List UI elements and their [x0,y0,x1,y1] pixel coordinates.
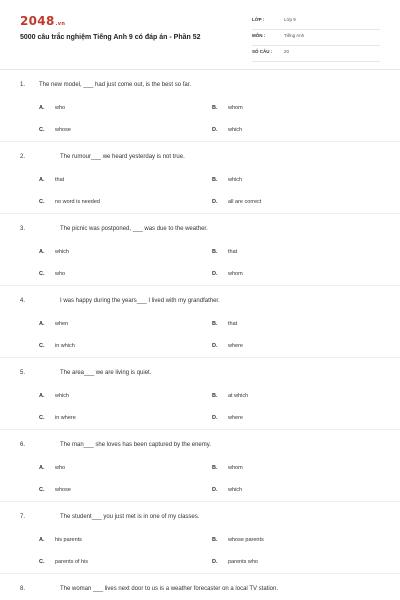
question-number: 5. [20,370,26,376]
option-c[interactable]: C. in where [39,415,76,421]
option-b[interactable]: B. that [212,321,238,327]
question-number: 3. [20,226,26,232]
question-text: The picnic was postponed, ___ was due to the weather. [60,226,208,232]
meta-label: LỚP : [252,17,265,22]
option-c[interactable]: C. no word is needed [39,199,100,205]
document-header [0,0,400,68]
option-c[interactable]: C. who [39,271,66,277]
option-a[interactable]: A. who [39,105,66,111]
question-text: The rumour___ we heard yesterday is not true. [60,154,185,160]
question-3 [0,214,400,286]
option-d[interactable]: D. which [212,487,243,493]
meta-row-class [252,14,380,30]
question-number: 6. [20,442,26,448]
option-d[interactable]: D. which [212,127,243,133]
question-number: 4. [20,298,26,304]
meta-value: 20 [284,49,290,54]
option-c[interactable]: C. whose [39,127,71,133]
option-d[interactable]: D. where [212,415,243,421]
question-number: 1. [20,82,26,88]
question-4 [0,286,400,358]
question-text: The student___ you just met is in one of my classes. [60,514,200,520]
question-5 [0,358,400,430]
option-b[interactable]: B. whom [212,465,243,471]
meta-row-count [252,46,380,62]
option-d[interactable]: D. whom [212,271,243,277]
option-a[interactable]: A. which [39,393,70,399]
question-text: I was happy during the years___ I lived with my grandfather. [60,298,220,304]
question-text: The new model, ___ had just come out, is the best so far. [39,82,192,88]
meta-value: Lớp 9 [284,17,296,22]
question-text: The woman ___ lives next door to us is a weather forecaster on a local TV station. [60,586,279,592]
meta-label: MÔN : [252,33,266,38]
option-b[interactable]: B. whose parents [212,537,264,543]
meta-value: Tiếng Anh [284,33,305,38]
question-number: 2. [20,154,26,160]
option-d[interactable]: D. parents who [212,559,258,565]
site-logo[interactable]: 2048.vn [20,14,66,28]
question-text: The area___ we are living is quiet. [60,370,152,376]
option-a[interactable]: A. when [39,321,69,327]
option-a[interactable]: A. who [39,465,66,471]
option-b[interactable]: B. at which [212,393,249,399]
option-d[interactable]: D. where [212,343,243,349]
question-7 [0,502,400,574]
option-a[interactable]: A. which [39,249,70,255]
meta-info [252,14,380,62]
meta-row-subject [252,30,380,46]
document-title: 5000 câu trắc nghiệm Tiếng Anh 9 có đáp án - Phần 52 [20,34,201,41]
meta-label: SỐ CÂU : [252,49,273,54]
question-number: 8. [20,586,26,592]
option-b[interactable]: B. whom [212,105,243,111]
option-b[interactable]: B. which [212,177,243,183]
question-text: The man___ she loves has been captured by the enemy. [60,442,211,448]
option-d[interactable]: D. all are correct [212,199,262,205]
option-c[interactable]: C. whose [39,487,71,493]
option-c[interactable]: C. in which [39,343,75,349]
question-8 [0,574,400,600]
question-1 [0,70,400,142]
question-number: 7. [20,514,26,520]
question-6 [0,430,400,502]
option-c[interactable]: C. parents of his [39,559,89,565]
option-a[interactable]: A. his parents [39,537,82,543]
option-b[interactable]: B. that [212,249,238,255]
option-a[interactable]: A. that [39,177,65,183]
question-2 [0,142,400,214]
